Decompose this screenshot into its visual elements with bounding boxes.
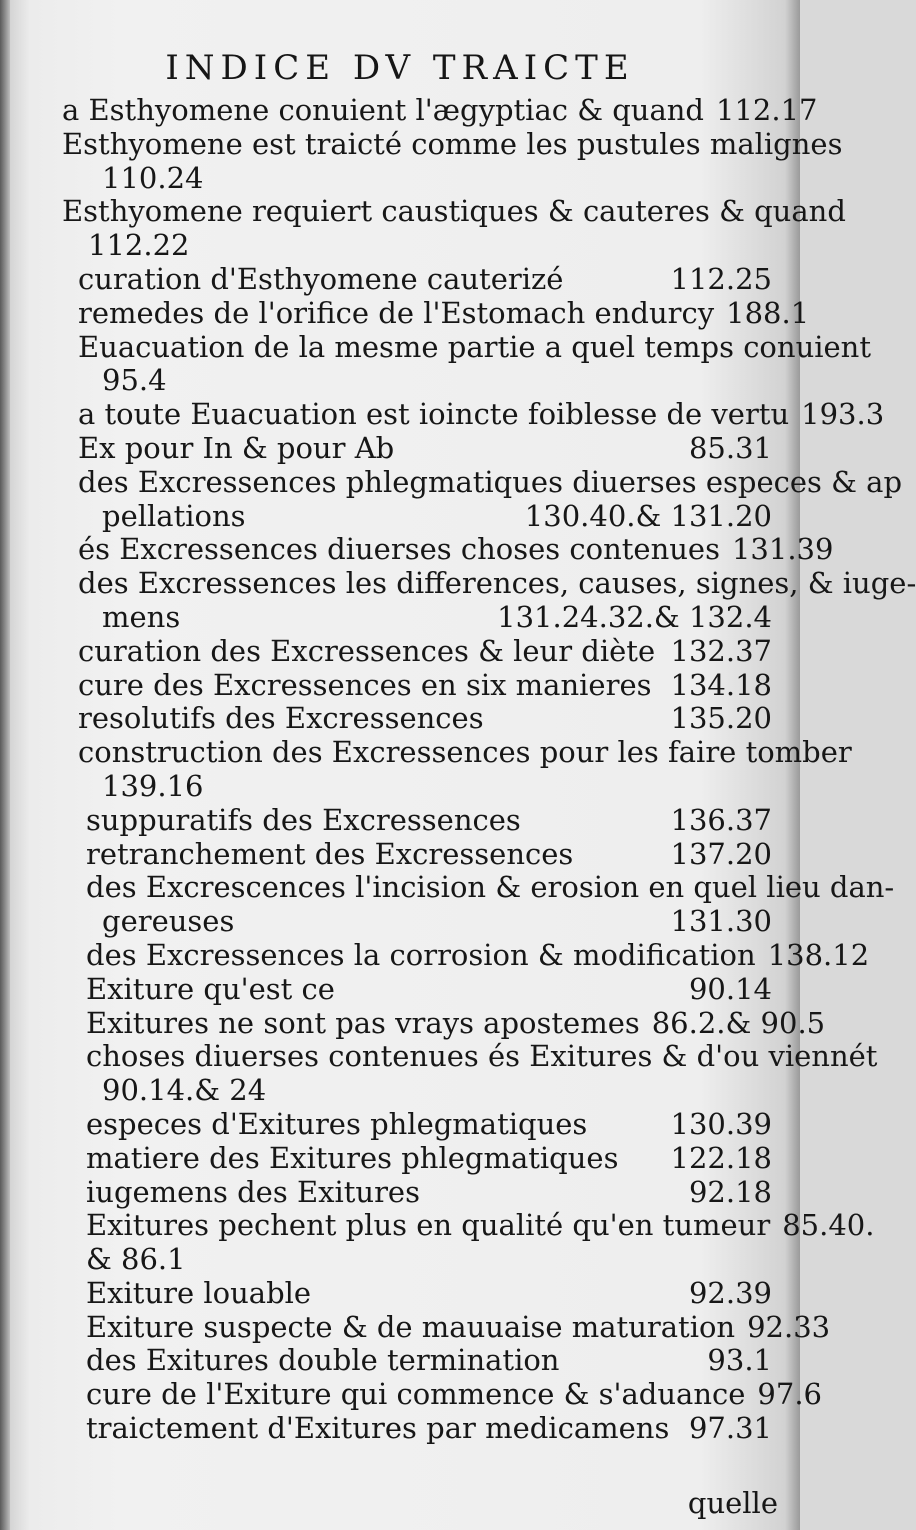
entry-reference: 188.1 [726, 295, 810, 330]
entry-reference: 138.12 [767, 937, 870, 972]
index-entry [62, 870, 895, 905]
entry-text: cure des Excressences en six manieres [78, 667, 652, 702]
entry-text: construction des Excressences pour les faire tomber [78, 735, 852, 770]
entry-reference: 135.20 [670, 701, 772, 736]
entry-text: cure de l'Exiture qui commence & s'aduance [86, 1377, 746, 1412]
entry-text: traictement d'Exitures par medicamens [86, 1411, 670, 1446]
entry-reference: 92.33 [747, 1309, 831, 1344]
entry-reference: 97.6 [757, 1377, 822, 1412]
entry-text: especes d'Exitures phlegmatiques [86, 1106, 588, 1141]
index-entry [62, 464, 903, 500]
entry-reference: 132.37 [670, 633, 772, 668]
entry-reference: 137.20 [670, 836, 772, 871]
index-entry [62, 1309, 831, 1345]
entry-reference: 136.37 [670, 802, 772, 837]
index-entry [62, 838, 772, 872]
index-entry [62, 566, 916, 601]
entry-reference: 193.3 [801, 397, 885, 432]
entry-text: Exiture qu'est ce [86, 971, 335, 1006]
index-entry [62, 397, 885, 432]
entry-reference: 131.30 [670, 904, 772, 939]
entry-text: Euacuation de la mesme partie a quel temps conuient [78, 329, 872, 364]
entry-text: remedes de l'orifice de l'Estomach endurcy [78, 295, 715, 330]
entry-reference: 85.31 [688, 430, 772, 465]
index-entry-continuation [62, 500, 772, 534]
entry-text: 95.4 [102, 363, 167, 398]
index-entry [62, 973, 772, 1007]
entry-reference: 112.17 [716, 93, 818, 127]
index-entry [62, 295, 810, 331]
index-entry-continuation [62, 905, 772, 939]
entry-text: 90.14.& 24 [102, 1073, 267, 1108]
index-entry [62, 432, 772, 466]
entry-reference: 93.1 [707, 1343, 772, 1378]
entry-text: choses diuerses contenues és Exitures & d'ou viennét [86, 1039, 878, 1074]
entry-reference: 112.25 [670, 261, 772, 296]
index-entries [62, 93, 916, 1446]
entry-reference: 131.39 [731, 532, 834, 567]
entry-reference: 85.40. [782, 1208, 875, 1243]
entry-text: és Excressences diuerses choses contenues [78, 532, 720, 567]
index-entry [62, 1377, 822, 1412]
index-entry-continuation [62, 1074, 772, 1108]
index-entry [62, 804, 772, 838]
entry-reference: 131.24.32.& 132.4 [497, 599, 772, 634]
index-entry [62, 263, 772, 297]
index-entry-continuation [62, 601, 772, 635]
index-entry-continuation [62, 770, 772, 804]
entry-text: des Excressences les differences, causes, signes, & iuge- [78, 566, 916, 601]
index-entry [62, 329, 872, 365]
index-entry-continuation [62, 162, 772, 196]
index-entry [62, 702, 772, 736]
entry-text: curation d'Esthyomene cauterizé [78, 261, 564, 296]
index-entry-continuation [62, 1243, 772, 1277]
entry-reference: 92.18 [688, 1174, 772, 1209]
entry-text: des Excressences la corrosion & modification [86, 937, 756, 972]
index-entry [62, 635, 772, 669]
index-entry [62, 1108, 772, 1142]
index-entry [62, 735, 852, 770]
index-entry [62, 532, 834, 567]
entry-text: a toute Euacuation est ioincte foiblesse de vertu [78, 397, 790, 432]
catchword: quelle [687, 1486, 778, 1520]
page-header: INDICE DV TRAICTE [165, 48, 635, 88]
index-entry [62, 93, 818, 128]
entry-text: curation des Excressences & leur diète [78, 633, 656, 668]
entry-reference: 134.18 [670, 667, 772, 702]
entry-text: 139.16 [102, 768, 204, 803]
entry-text: Exiture suspecte & de mauuaise maturation [86, 1309, 736, 1344]
entry-text: Exiture louable [86, 1275, 312, 1310]
index-entry-continuation [62, 229, 772, 263]
entry-reference: 90.14 [688, 971, 772, 1006]
entry-text: des Excrescences l'incision & erosion en quel lieu dan- [86, 870, 895, 905]
entry-reference: 86.2.& 90.5 [651, 1005, 826, 1040]
index-entry [62, 937, 870, 973]
entry-text: Exitures ne sont pas vrays apostemes [86, 1005, 640, 1040]
index-entry-continuation [62, 364, 772, 398]
page-gutter-shadow [0, 0, 10, 1530]
entry-text: resolutifs des Excressences [78, 701, 484, 736]
entry-text: iugemens des Exitures [86, 1174, 420, 1209]
entry-text: Esthyomene est traicté comme les pustules malignes [62, 126, 843, 161]
entry-text: retranchement des Excressences [86, 836, 574, 871]
index-entry [62, 194, 846, 229]
entry-text: Esthyomene requiert caustiques & cauteres & quand [62, 194, 846, 229]
entry-text: matiere des Exitures phlegmatiques [86, 1140, 619, 1175]
entry-reference: 97.31 [688, 1411, 772, 1446]
entry-reference: 130.40.& 131.20 [524, 498, 772, 533]
entry-reference: 122.18 [670, 1140, 772, 1175]
entry-text: a Esthyomene conuient l'ægyptiac & quand [62, 93, 704, 127]
index-entry [62, 1039, 878, 1074]
index-entry [62, 1005, 826, 1041]
index-entry [62, 126, 843, 162]
entry-text: des Excressences phlegmatiques diuerses especes & ap [78, 464, 903, 499]
entry-text: Exitures pechent plus en qualité qu'en tumeur [86, 1208, 771, 1243]
entry-text: Ex pour In & pour Ab [78, 430, 395, 465]
entry-text: 112.22 [88, 228, 190, 263]
index-entry [62, 669, 772, 703]
entry-text: mens [102, 599, 181, 634]
entry-text: pellations [102, 498, 246, 533]
entry-text: des Exitures double termination [86, 1343, 560, 1378]
entry-text: & 86.1 [86, 1242, 186, 1277]
index-entry [62, 1344, 772, 1378]
index-entry [62, 1277, 772, 1311]
entry-reference: 92.39 [688, 1275, 772, 1310]
entry-text: gereuses [102, 904, 235, 939]
index-entry [62, 1176, 772, 1210]
index-entry [62, 1208, 875, 1243]
entry-text: 110.24 [102, 160, 204, 195]
entry-reference: 130.39 [670, 1106, 772, 1141]
index-entry [62, 1412, 772, 1446]
entry-text: suppuratifs des Excressences [86, 802, 521, 837]
index-entry [62, 1142, 772, 1176]
